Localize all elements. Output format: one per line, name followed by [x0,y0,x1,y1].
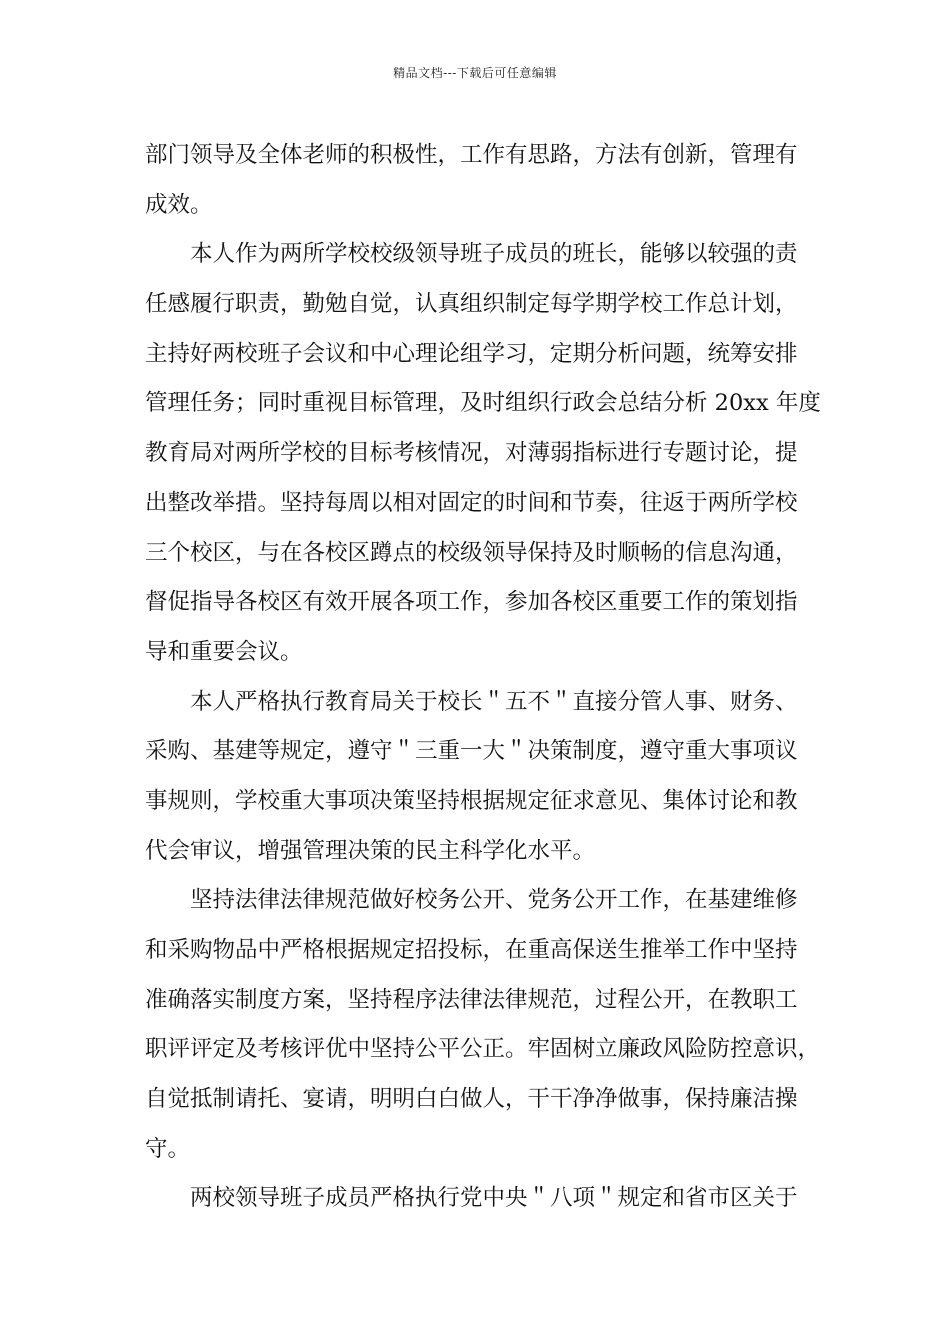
paragraph-3 [145,678,825,877]
paragraph-line: 导和重要会议。 [145,638,303,665]
paragraph-line: 出整改举措。坚持每周以相对固定的时间和节奏，往返于两所学校 [145,489,798,516]
paragraph-line: 督促指导各校区有效开展各项工作，参加各校区重要工作的策划指 [145,589,798,616]
paragraph-line: 教育局对两所学校的目标考核情况，对薄弱指标进行专题讨论，提 [145,440,798,467]
paragraph-line: 采购、基建等规定，遵守＂三重一大＂决策制度，遵守重大事项议 [145,738,798,765]
paragraph-line: 准确落实制度方案，坚持程序法律法律规范，过程公开，在教职工 [145,986,798,1013]
paragraph-line: 坚持法律法律规范做好校务公开、党务公开工作，在基建维修 [190,887,798,914]
paragraph-line: 代会审议，增强管理决策的民主科学化水平。 [145,837,596,864]
paragraph-line: 事规则，学校重大事项决策坚持根据规定征求意见、集体讨论和教 [145,787,798,814]
paragraph-1 [145,131,825,230]
paragraph-line: 本人严格执行教育局关于校长＂五不＂直接分管人事、财务、 [190,688,798,715]
paragraph-line: 三个校区，与在各校区蹲点的校级领导保持及时顺畅的信息沟通， [145,539,798,566]
paragraph-line: 本人作为两所学校校级领导班子成员的班长，能够以较强的责 [190,241,798,268]
paragraph-4 [145,876,825,1174]
paragraph-2 [145,230,825,677]
paragraph-line: 成效。 [145,191,213,218]
paragraph-5 [145,1174,825,1224]
paragraph-line: 部门领导及全体老师的积极性，工作有思路，方法有创新，管理有 [145,142,798,168]
paragraph-line: 管理任务；同时重视目标管理，及时组织行政会总结分析 20xx 年度 [145,390,821,417]
paragraph-line: 职评评定及考核评优中坚持公平公正。牢固树立廉政风险防控意识， [145,1036,821,1063]
paragraph-line: 自觉抵制请托、宴请，明明白白做人，干干净净做事，保持廉洁操 [145,1086,798,1113]
paragraph-line: 守。 [145,1135,191,1162]
document-body [145,131,825,1224]
paragraph-line: 任感履行职责，勤勉自觉，认真组织制定每学期学校工作总计划， [145,291,798,318]
paragraph-line: 主持好两校班子会议和中心理论组学习，定期分析问题，统筹安排 [145,340,798,367]
page-header: 精品文档---下载后可任意编辑 [393,66,557,80]
paragraph-line: 和采购物品中严格根据规定招投标，在重高保送生推举工作中坚持 [145,937,798,963]
paragraph-line: 两校领导班子成员严格执行党中央＂八项＂规定和省市区关于 [190,1185,798,1212]
